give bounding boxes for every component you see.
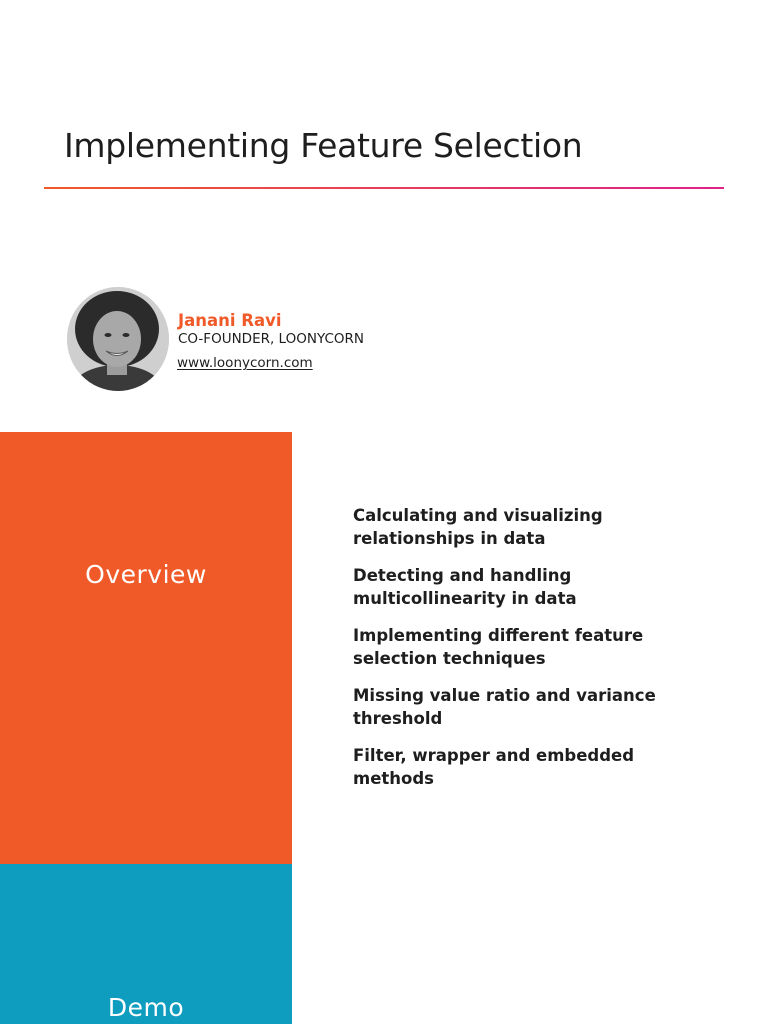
demo-panel: [0, 864, 292, 1024]
author-avatar: [67, 287, 169, 391]
slide-title: Implementing Feature Selection: [64, 126, 583, 165]
overview-points-list: [353, 504, 713, 804]
author-name: Janani Ravi: [178, 311, 282, 330]
overview-panel: [0, 432, 292, 864]
author-block: [67, 287, 447, 391]
overview-point: Calculating and visualizing relationships in data: [353, 506, 603, 548]
avatar-photo-icon: [67, 287, 169, 391]
overview-point: Missing value ratio and variance threshold: [353, 686, 656, 728]
overview-label: Overview: [85, 560, 207, 589]
overview-point: Filter, wrapper and embedded methods: [353, 746, 635, 788]
overview-point: Implementing different feature selection techniques: [353, 626, 644, 668]
title-divider: [44, 187, 724, 189]
author-website-link[interactable]: www.loonycorn.com: [177, 355, 313, 371]
demo-label: Demo: [107, 993, 185, 1022]
overview-point: Detecting and handling multicollinearity in data: [353, 566, 577, 608]
author-role: CO-FOUNDER, LOONYCORN: [178, 331, 364, 347]
